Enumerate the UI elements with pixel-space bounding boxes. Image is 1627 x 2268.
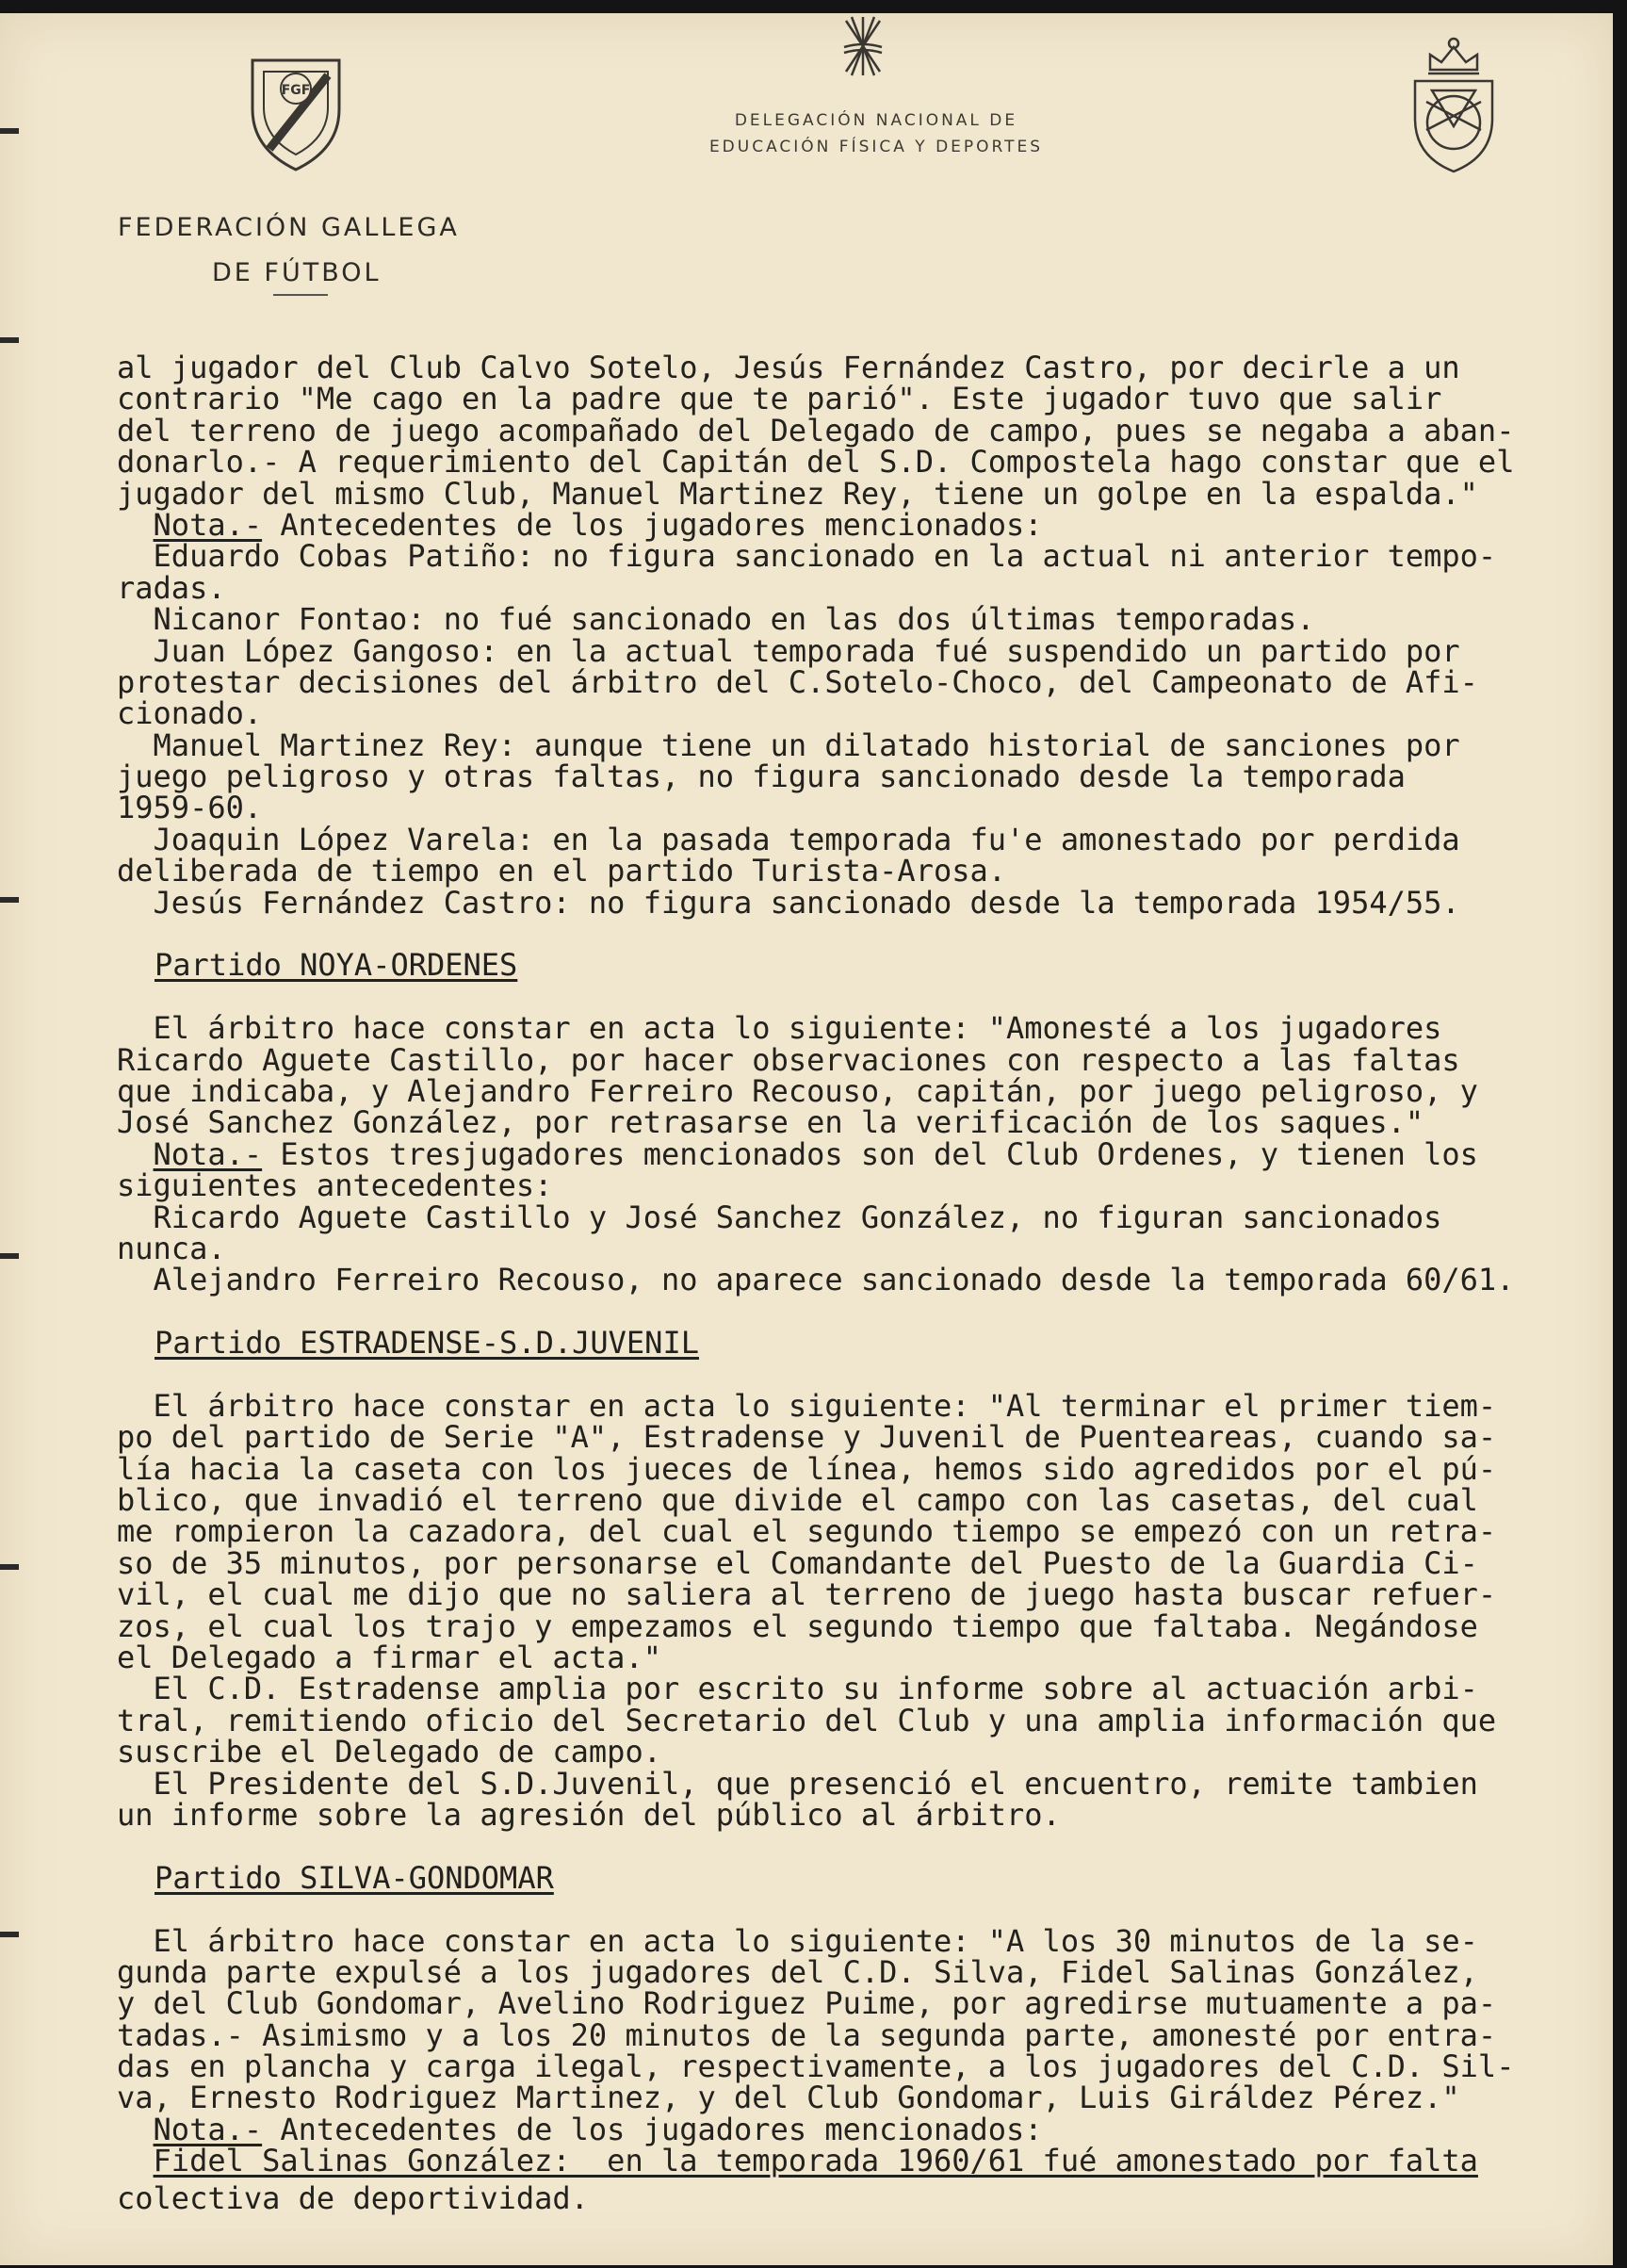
text-line: po del partido de Serie "A", Estradense y Juvenil de Puenteareas, cuando sa-	[117, 1419, 1497, 1456]
text-line: El árbitro hace constar en acta lo siguiente: "Al terminar el primer tiem-	[117, 1387, 1497, 1424]
text-line: me rompieron la cazadora, del cual el segundo tiempo se empezó con un retra-	[117, 1513, 1497, 1550]
text-line: El C.D. Estradense amplia por escrito su informe sobre al actuación arbi-	[117, 1671, 1478, 1707]
text-line: cionado.	[117, 695, 263, 732]
text-line: del terreno de juego acompañado del Delegado de campo, pues se negaba a aban-	[117, 412, 1515, 449]
royal-crest-logo	[1409, 32, 1498, 173]
document-page	[0, 13, 1613, 2265]
delegacion-header	[659, 107, 1093, 160]
text-line: Nicanor Fontao: no fué sancionado en las dos últimas temporadas.	[117, 601, 1315, 638]
svg-text:FGF: FGF	[281, 83, 311, 98]
document-body	[117, 352, 1605, 2214]
federation-line-1: FEDERACIÓN GALLEGA	[118, 213, 460, 242]
text-line: Juan López Gangoso: en la actual temporada fué suspendido un partido por	[117, 632, 1460, 669]
text-line: que indicaba, y Alejandro Ferreiro Recouso, capitán, por juego peligroso, y	[117, 1072, 1478, 1109]
margin-mark	[0, 1564, 19, 1570]
text-line: radas.	[117, 569, 226, 606]
nota-line	[117, 1135, 1605, 1172]
text-line: y del Club Gondomar, Avelino Rodriguez Puime, por agredirse mutuamente a pa-	[117, 1985, 1497, 2022]
section-noya-ordenes	[117, 947, 1605, 1298]
text-line: jugador del mismo Club, Manuel Martinez Rey, tiene un golpe en la espalda."	[117, 475, 1478, 512]
text-line: blico, que invadió el terreno que divide el campo con las casetas, del cual	[117, 1482, 1478, 1519]
nota-entry: Fidel Salinas González: en la temporada 1960/61 fué amonestado por falta	[153, 2143, 1478, 2179]
text-line: deliberada de tiempo en el partido Turista-Arosa.	[117, 853, 1007, 889]
heading-text: Partido SILVA-GONDOMAR	[155, 1859, 554, 1896]
delegacion-line-1: DELEGACIÓN NACIONAL DE	[734, 111, 1018, 130]
nota-label: Nota.-	[153, 1135, 263, 1172]
text-line: gunda parte expulsé a los jugadores del C.D. Silva, Fidel Salinas González,	[117, 1953, 1478, 1990]
margin-mark	[0, 1932, 19, 1937]
federation-line-2: DE FÚTBOL	[212, 258, 382, 287]
text-line: Alejandro Ferreiro Recouso, no aparece sancionado desde la temporada 60/61.	[117, 1262, 1515, 1298]
text-line: Eduardo Cobas Patiño: no figura sancionado en la actual ni anterior tempo-	[117, 538, 1497, 575]
text-line: El Presidente del S.D.Juvenil, que presenció el encuentro, remite tambien	[117, 1765, 1478, 1802]
header-divider	[273, 294, 328, 296]
text-line: contrario "Me cago en la padre que te parió". Este jugador tuvo que salir	[117, 381, 1442, 417]
text-line	[117, 2143, 1605, 2179]
margin-mark	[0, 897, 19, 903]
text-line: so de 35 minutos, por personarse el Comandante del Puesto de la Guardia Ci-	[117, 1544, 1478, 1581]
federation-name	[118, 205, 460, 296]
nota-text: Antecedentes de los jugadores mencionados:	[262, 506, 1043, 543]
text-line: lía hacia la caseta con los jueces de línea, hemos sido agredidos por el pú-	[117, 1450, 1497, 1487]
text-line: protestar decisiones del árbitro del C.Sotelo-Choco, del Campeonato de Afi-	[117, 663, 1478, 700]
nota-line	[117, 2111, 1605, 2147]
scan-edge	[1613, 0, 1627, 2268]
text-line: das en plancha y carga ilegal, respectivamente, a los jugadores del C.D. Sil-	[117, 2048, 1515, 2085]
section-heading	[117, 1859, 1605, 1896]
text-line: 1959-60.	[117, 790, 263, 826]
text-line: el Delegado a firmar el acta."	[117, 1640, 661, 1676]
text-line: Jesús Fernández Castro: no figura sancionado desde la temporada 1954/55.	[117, 884, 1460, 921]
text-line: va, Ernesto Rodriguez Martinez, y del Club Gondomar, Luis Giráldez Pérez."	[117, 2080, 1460, 2116]
yoke-arrows-emblem	[838, 13, 887, 81]
text-line: colectiva de deportividad.	[117, 2179, 589, 2216]
nota-label: Nota.-	[153, 2111, 263, 2147]
text-line: siguientes antecedentes:	[117, 1167, 553, 1204]
text-line: Ricardo Aguete Castillo, por hacer observaciones con respecto a las faltas	[117, 1041, 1460, 1078]
text-line: El árbitro hace constar en acta lo siguiente: "A los 30 minutos de la se-	[117, 1922, 1478, 1959]
margin-mark	[0, 337, 19, 343]
heading-text: Partido ESTRADENSE-S.D.JUVENIL	[155, 1325, 699, 1362]
text-line: Manuel Martinez Rey: aunque tiene un dilatado historial de sanciones por	[117, 726, 1460, 763]
margin-mark	[0, 1253, 19, 1259]
nota-label: Nota.-	[153, 506, 263, 543]
text-line: vil, el cual me dijo que no saliera al terreno de juego hasta buscar refuer-	[117, 1576, 1497, 1613]
section-heading	[117, 947, 1605, 984]
text-line: juego peligroso y otras faltas, no figura sancionado desde la temporada	[117, 759, 1406, 795]
nota-text: Estos tresjugadores mencionados son del Club Ordenes, y tienen los	[262, 1135, 1478, 1172]
margin-mark	[0, 128, 19, 134]
text-line: tadas.- Asimismo y a los 20 minutos de la segunda parte, amonesté por entra-	[117, 2016, 1497, 2053]
text-line: El árbitro hace constar en acta lo siguiente: "Amonesté a los jugadores	[117, 1010, 1442, 1047]
nota-text: Antecedentes de los jugadores mencionados:	[262, 2111, 1043, 2147]
section-calvo-sotelo	[117, 352, 1605, 919]
text-line: nunca.	[117, 1230, 226, 1266]
text-line: al jugador del Club Calvo Sotelo, Jesús Fernández Castro, por decirle a un	[117, 350, 1460, 385]
delegacion-line-2: EDUCACIÓN FÍSICA Y DEPORTES	[708, 138, 1044, 156]
text-line: tral, remitiendo oficio del Secretario del Club y una amplia información que	[117, 1702, 1497, 1738]
heading-text: Partido NOYA-ORDENES	[155, 947, 518, 984]
nota-line	[117, 506, 1605, 543]
text-line: zos, el cual los trajo y empezamos el segundo tiempo que faltaba. Negándose	[117, 1607, 1478, 1644]
federation-shield-logo	[247, 51, 345, 173]
section-silva-gondomar	[117, 1859, 1605, 2216]
text-line: Ricardo Aguete Castillo y José Sanchez González, no figuran sancionados	[117, 1199, 1442, 1235]
text-line: José Sanchez González, por retrasarse en la verificación de los saques."	[117, 1104, 1424, 1141]
text-line: suscribe el Delegado de campo.	[117, 1734, 661, 1770]
section-heading	[117, 1325, 1605, 1362]
text-line: Joaquin López Varela: en la pasada temporada fu'e amonestado por perdida	[117, 821, 1460, 857]
section-estradense-juvenil	[117, 1325, 1605, 1833]
text-line: donarlo.- A requerimiento del Capitán del S.D. Compostela hago constar que el	[117, 444, 1515, 481]
text-line: un informe sobre la agresión del público al árbitro.	[117, 1796, 1061, 1833]
